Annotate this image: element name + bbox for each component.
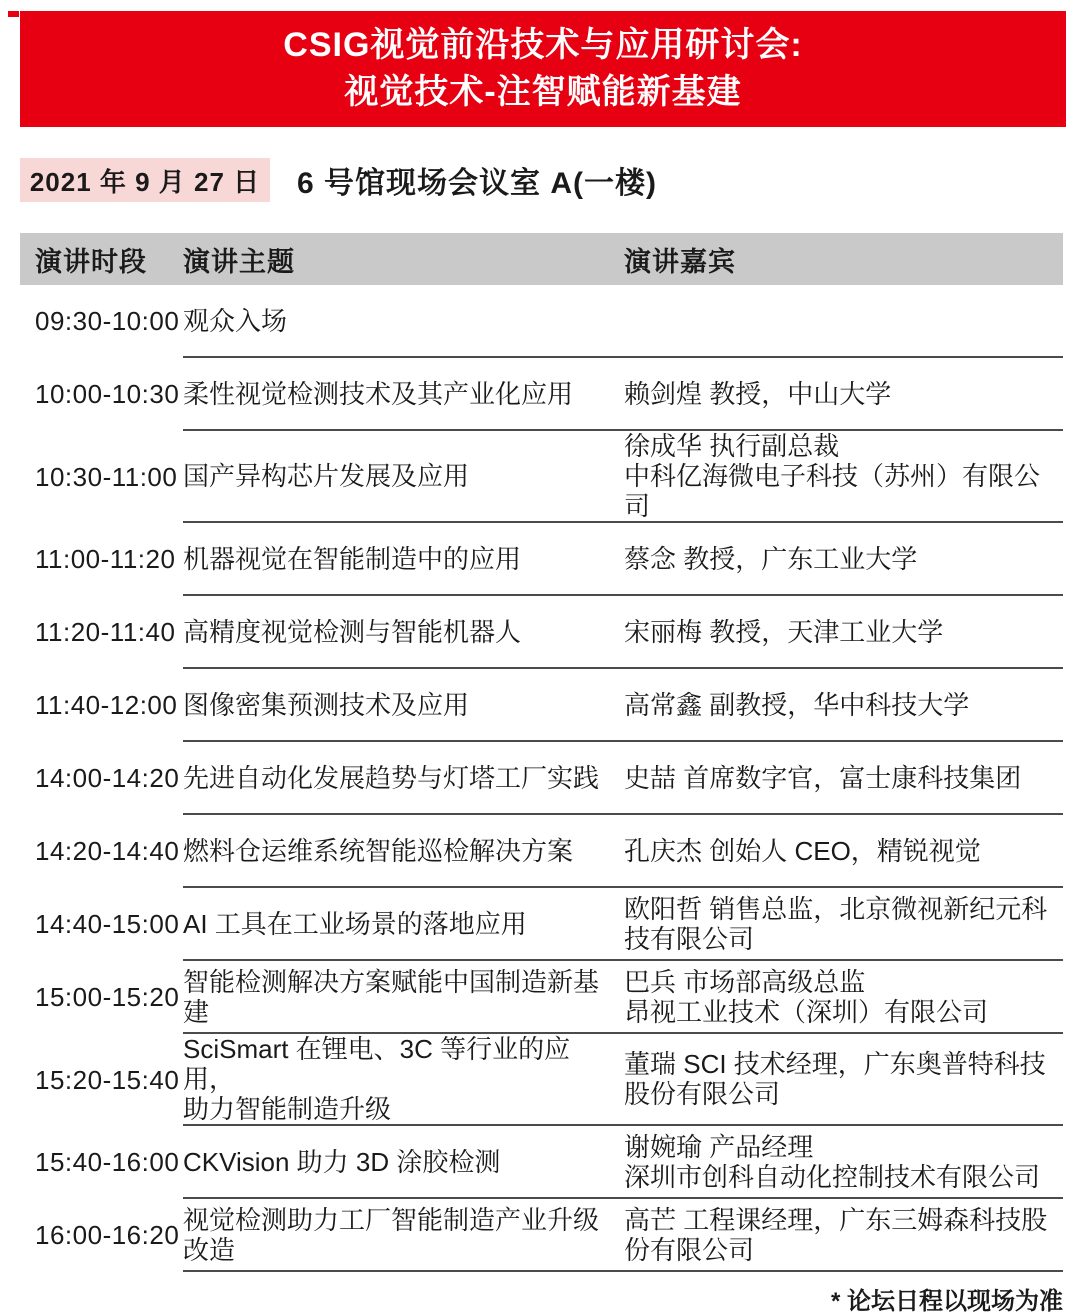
row-main: [183, 888, 1063, 961]
session-speaker: 蔡念 教授，广东工业大学: [624, 543, 918, 574]
row-main: [183, 1126, 1063, 1199]
session-speaker: 史喆 首席数字官，富士康科技集团: [624, 762, 1022, 793]
session-topic: 智能检测解决方案赋能中国制造新基建: [183, 966, 600, 1027]
schedule-table: [20, 233, 1063, 1272]
schedule-row: [20, 285, 1063, 358]
session-time: 11:40-12:00: [35, 690, 178, 720]
row-main: [183, 961, 1063, 1034]
row-main: [183, 1034, 1063, 1126]
schedule-row: [20, 1034, 1063, 1126]
session-topic: 高精度视觉检测与智能机器人: [183, 616, 522, 647]
schedule-page: [0, 11, 1080, 1315]
session-topic: 视觉检测助力工厂智能制造产业升级改造: [183, 1204, 600, 1265]
row-main: [183, 742, 1063, 815]
session-time: 11:20-11:40: [35, 617, 176, 647]
schedule-row: [20, 431, 1063, 523]
row-main: [183, 358, 1063, 431]
session-info: [20, 158, 1063, 202]
session-topic: 图像密集预测技术及应用: [183, 689, 470, 720]
session-topic: SciSmart 在锂电、3C 等行业的应用， 助力智能制造升级: [183, 1034, 571, 1124]
row-main: [183, 431, 1063, 523]
room-title: 6 号馆现场会议室 A(一楼): [297, 167, 657, 200]
row-main: [183, 596, 1063, 669]
session-topic: 观众入场: [183, 305, 288, 336]
schedule-rows: [20, 285, 1063, 1272]
header-time: 演讲时段: [35, 246, 147, 277]
row-main: [183, 523, 1063, 596]
session-time: 14:00-14:20: [35, 763, 180, 793]
session-time: 10:00-10:30: [35, 379, 180, 409]
date-badge: 2021 年 9 月 27 日: [20, 158, 270, 202]
schedule-row: [20, 742, 1063, 815]
session-speaker: 赖剑煌 教授，中山大学: [624, 378, 892, 409]
row-main: [183, 815, 1063, 888]
schedule-row: [20, 669, 1063, 742]
session-topic: 国产异构芯片发展及应用: [183, 461, 470, 491]
session-topic: 柔性视觉检测技术及其产业化应用: [183, 378, 574, 409]
session-time: 15:20-15:40: [35, 1064, 180, 1095]
corner-artifact: [8, 11, 19, 17]
session-topic: AI 工具在工业场景的落地应用: [183, 908, 527, 939]
table-header: [20, 233, 1063, 285]
event-title-line1: CSIG视觉前沿技术与应用研讨会:: [283, 26, 803, 64]
session-topic: 燃料仓运维系统智能巡检解决方案: [183, 835, 574, 866]
schedule-row: [20, 358, 1063, 431]
schedule-row: [20, 961, 1063, 1034]
session-speaker: 董瑞 SCI 技术经理，广东奥普特科技股份有限公司: [624, 1049, 1046, 1109]
session-speaker: 孔庆杰 创始人 CEO，精锐视觉: [624, 835, 981, 866]
schedule-row: [20, 596, 1063, 669]
header-speaker: 演讲嘉宾: [624, 246, 736, 277]
session-time: 15:00-15:20: [35, 982, 180, 1012]
schedule-row: [20, 815, 1063, 888]
event-title-line2: 视觉技术-注智赋能新基建: [344, 73, 742, 111]
footnote: * 论坛日程以现场为准: [830, 1288, 1063, 1315]
row-main: [183, 669, 1063, 742]
event-banner: [20, 11, 1066, 127]
header-topic: 演讲主题: [183, 246, 295, 277]
session-speaker: 高芒 工程课经理，广东三姆森科技股份有限公司: [624, 1204, 1048, 1265]
session-speaker: 高常鑫 副教授，华中科技大学: [624, 689, 970, 720]
session-time: 14:20-14:40: [35, 836, 180, 866]
session-time: 11:00-11:20: [35, 544, 176, 574]
schedule-row: [20, 1126, 1063, 1199]
row-main: [183, 285, 1063, 358]
session-time: 14:40-15:00: [35, 909, 180, 939]
session-topic: 先进自动化发展趋势与灯塔工厂实践: [183, 762, 600, 793]
session-speaker: 徐成华 执行副总裁 中科亿海微电子科技（苏州）有限公司: [624, 431, 1041, 521]
session-speaker: 宋丽梅 教授，天津工业大学: [624, 616, 944, 647]
session-time: 15:40-16:00: [35, 1147, 180, 1177]
schedule-row: [20, 888, 1063, 961]
session-time: 09:30-10:00: [35, 306, 180, 336]
session-speaker: 欧阳哲 销售总监，北京微视新纪元科技有限公司: [624, 893, 1048, 954]
session-speaker: 谢婉瑜 产品经理 深圳市创科自动化控制技术有限公司: [624, 1131, 1041, 1192]
session-time: 10:30-11:00: [35, 461, 178, 492]
schedule-row: [20, 1199, 1063, 1272]
row-main: [183, 1199, 1063, 1272]
session-topic: CKVision 助力 3D 涂胶检测: [183, 1146, 501, 1177]
session-time: 16:00-16:20: [35, 1220, 180, 1250]
session-speaker: 巴兵 市场部高级总监 昂视工业技术（深圳）有限公司: [624, 966, 989, 1027]
session-topic: 机器视觉在智能制造中的应用: [183, 543, 522, 574]
schedule-row: [20, 523, 1063, 596]
